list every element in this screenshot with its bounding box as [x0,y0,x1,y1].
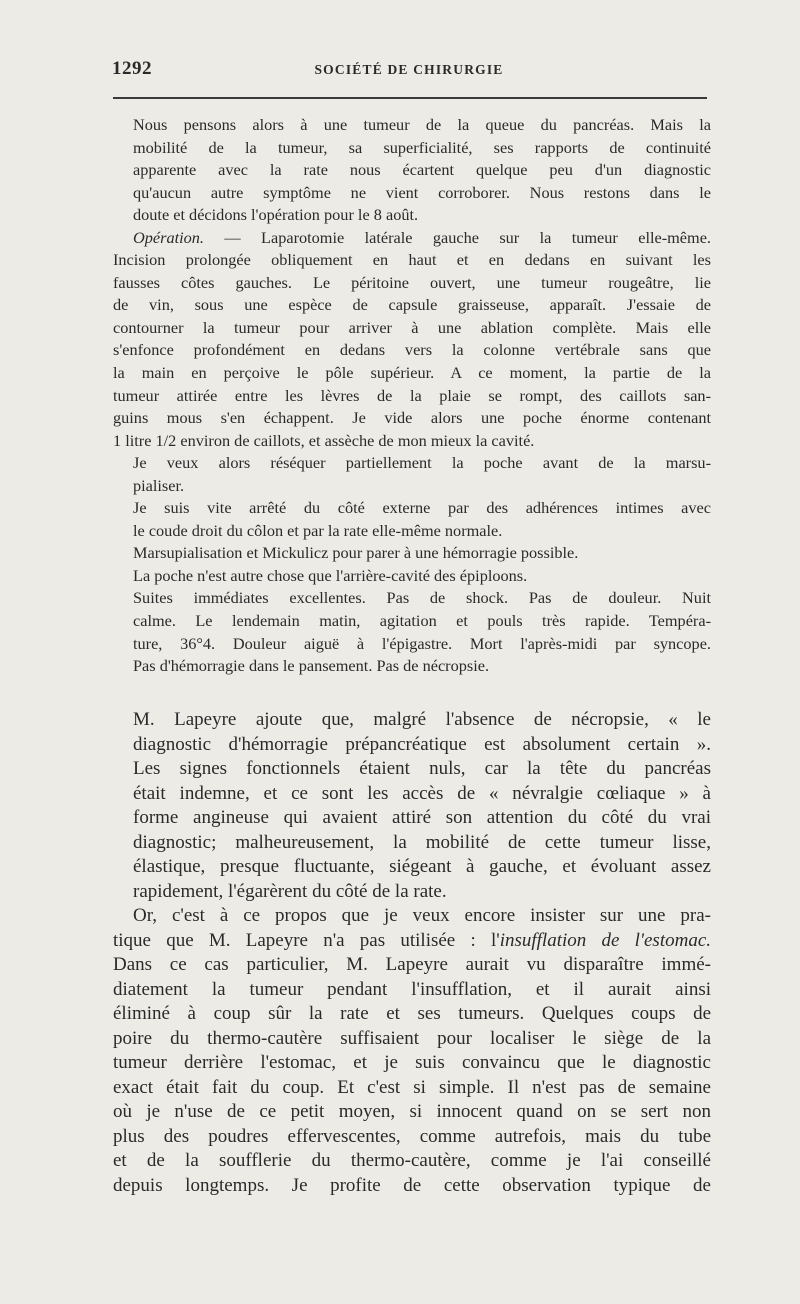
text-line: le coude droit du côlon et par la rate elle-même normale. [133,520,503,540]
text-line: doute et décidons l'opération pour le 8 août. [133,205,419,225]
case-paragraph-cont [113,249,711,452]
operation-label: Opération. [133,227,204,247]
text-line: la main en perçoive le pôle supérieur. A ce moment, la partie de la [113,363,711,383]
case-paragraph-operation [113,227,711,250]
discussion-paragraph [113,904,711,1198]
discussion [113,708,711,1198]
text-line: tumeur attirée entre les lèvres de la plaie se rompt, des caillots san- [113,385,711,405]
text-line: M. Lapeyre ajoute que, malgré l'absence de nécropsie, « le [133,709,711,730]
case-paragraph [113,542,711,565]
text-line: fausses côtes gauches. Le péritoine ouvert, une tumeur rougeâtre, lie [113,272,711,292]
text-line: Les signes fonctionnels étaient nuls, car la tête du pancréas [133,758,711,779]
case-paragraph [113,587,711,677]
text-line: 1 litre 1/2 environ de caillots, et assèche de mon mieux la cavité. [113,430,535,450]
text-line: éliminé à coup sûr la rate et ses tumeurs. Quelques coups de [113,1003,711,1024]
text-line: pialiser. [133,475,185,495]
text-line: rapidement, l'égarèrent du côté de la rate. [133,880,447,902]
case-paragraph [113,565,711,588]
running-head: SOCIÉTÉ DE CHIRURGIE [314,62,504,77]
text-line: Nous pensons alors à une tumeur de la queue du pancréas. Mais la [133,115,711,134]
discussion-paragraph [113,708,711,904]
text-line [113,929,711,954]
text-line: Suites immédiates excellentes. Pas de shock. Pas de douleur. Nuit [133,588,711,608]
text-line: exact était fait du coup. Et c'est si simple. Il n'est pas de semaine [113,1076,711,1098]
text-line: Dans ce cas particulier, M. Lapeyre aurait vu disparaître immé- [113,954,711,975]
case-paragraph [113,452,711,497]
text-line: depuis longtemps. Je profite de cette observation typique de [113,1174,711,1196]
case-paragraph [113,114,711,227]
text-line: diatement la tumeur pendant l'insufflation, et il aurait ainsi [113,978,711,1000]
text-line: diagnostic; malheureusement, la mobilité de cette tumeur lisse, [133,831,711,853]
text-line: apparente avec la rate nous écartent quelque peu d'un diagnostic [133,160,711,180]
text-line: Je suis vite arrêté du côté externe par des adhérences intimes avec [133,498,711,518]
text-line: et de la soufflerie du thermo-cautère, comme je l'ai conseillé [113,1150,711,1171]
text-fragment: tique que M. Lapeyre n'a pas utilisée : l' [113,929,500,951]
text-line: élastique, presque fluctuante, siégeant à gauche, et évoluant assez [133,856,711,877]
text-line: poire du thermo-cautère suffisaient pour localiser le siège de la [113,1027,711,1049]
case-paragraph [113,497,711,542]
text-line: qu'aucun autre symptôme ne vient corroborer. Nous restons dans le [133,182,711,202]
text-line: où je n'use de ce petit moyen, si innocent quand on se sert non [113,1101,711,1122]
text-line: ture, 36°4. Douleur aiguë à l'épigastre. Mort l'après-midi par syncope. [133,633,711,653]
page-header [112,58,706,88]
text-line: contourner la tumeur pour arriver à une ablation complète. Mais elle [113,317,711,337]
text-line: mobilité de la tumeur, sa superficialité, ses rapports de continuité [133,137,711,157]
text-line: plus des poudres effervescentes, comme autrefois, mais du tube [113,1125,711,1147]
case-report [113,114,711,678]
text-line: calme. Le lendemain matin, agitation et pouls très rapide. Tempéra- [133,611,711,631]
text-line [113,227,711,250]
text-line: Pas d'hémorragie dans le pansement. Pas de nécropsie. [133,656,490,676]
header-rule [113,97,707,99]
text-line: s'enfonce profondément en dedans vers la colonne vertébrale sans que [113,340,711,360]
text-line: de vin, sous une espèce de capsule graisseuse, apparaît. J'essaie de [113,295,711,315]
text-line: forme angineuse qui avaient attiré son attention du côté du vrai [133,807,711,828]
text-line: était indemne, et ce sont les accès de « névralgie cœliaque » à [133,782,711,804]
text-line: Je veux alors réséquer partiellement la poche avant de la marsu- [133,453,711,473]
text-line: Or, c'est à ce propos que je veux encore insister sur une pra- [133,905,711,926]
emphasis-insufflation: insufflation de l'estomac. [499,929,711,951]
text-line: tumeur derrière l'estomac, et je suis convaincu que le diagnostic [113,1052,711,1073]
page-number: 1292 [112,58,152,79]
text-line: Incision prolongée obliquement en haut et en dedans en suivant les [113,250,711,270]
text-line: diagnostic d'hémorragie prépancréatique est absolument certain ». [133,733,711,755]
text-line: La poche n'est autre chose que l'arrière-cavité des épiploons. [133,565,528,585]
text-line: guins mous s'en échappent. Je vide alors une poche énorme contenant [113,408,711,428]
text-fragment: — Laparotomie latérale gauche sur la tumeur elle-même. [204,227,711,247]
text-line: Marsupialisation et Mickulicz pour parer à une hémorragie possible. [133,543,579,563]
